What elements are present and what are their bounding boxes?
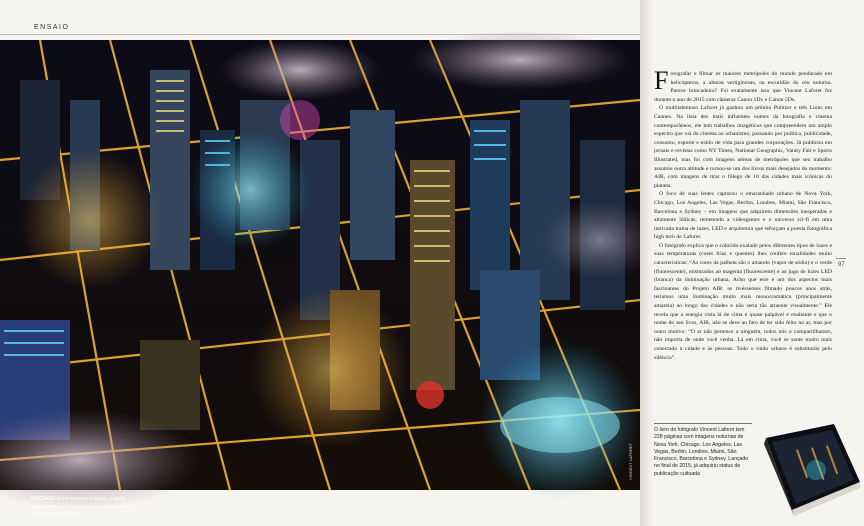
book-caption — [654, 423, 752, 478]
caption-text: Entre nuvens e luzes, o perfil arquitetônico da cidade parece saído de um filme interplanetário — [30, 496, 134, 517]
book-caption-text: O livro do fotógrafo Vincent Laforet tem 228 páginas com imagens noturnas de Nova York, Chicago, Los Angeles, Las Vegas, Berlim, Londres, Miami, São Francisco, Barcelona e Sydney. Lançado no final de 2015, já adquiriu status de publicação cultuada — [654, 427, 749, 477]
photo-caption — [30, 496, 138, 519]
article-body — [654, 66, 832, 362]
aerial-city-night-photo — [0, 40, 640, 517]
air-book-icon — [756, 420, 862, 518]
section-label: ENSAIO — [34, 24, 70, 31]
city-lights-illustration — [0, 40, 640, 490]
article-paragraph-1: Fotografar e filmar as maiores metrópoles do mundo pendurado em helicópteros, a alturas vertiginosas, na escuridão do céu noturno. Parece brincadeira? Foi exatamente isso que Vincent Laforet fez durante o ano de 2015 com câmeras Canon 1Dx e Canon 5Ds. — [654, 66, 832, 103]
book-caption-rule — [654, 423, 752, 424]
page-gutter — [640, 0, 654, 526]
page-number: 97 — [838, 262, 845, 268]
article-paragraph-3: O foco de suas lentes capturou o emaranhado urbano de Nova York, Chicago, Los Angeles, Las Vegas, Berlim, Londres, Miami, São Francisco, Barcelona e Sydney – em imagens que adquirem dimensões inesperadas e altamente lúdicas, remetendo a videogames e o universo sci-fi em uma intricada trama de luzes, LED e arquitetura que reforçam a poesia fotográfica high tech de Laforet. — [654, 191, 832, 241]
caption-title: CHICAGO — [30, 496, 56, 502]
book-illustration — [756, 420, 862, 518]
article-paragraph-4: O fotógrafo explica que o colorido exalado pelos diferentes tipos de luzes e suas temperaturas (cores frias e quentes) lhes confere tonalidades muito características: “As cores da palheta são o amarelo (vapor de sódio) e o verde (fluorescente), misturados ao magenta (fluorescente) e ao jogo de luzes LED (branca) da iluminação urbana. Acho que este é um dos aspectos mais fascinantes do Projeto AIR: se tivéssemos filmado poucos anos atrás, teríamos uma iluminação muito mais monocromática (principalmente amarela) ao longo das cidades e não seria tão atraente visualmente.” Ele revela que a energia vista lá de cima é quase palpável e exaltante e que o nome do seu livro, AIR, não se deve ao fato de ter sido feito no ar, mas por outro motivo: “O ar não pertence a ninguém, todos nós o compartilhamos, não importa de onde você venha. Lá em cima, você se sente muito mais conectado à cidade e às pessoas. Todo o ruído urbano é substituído pelo silêncio”. — [654, 242, 832, 361]
page-number-rule — [836, 258, 846, 259]
photo-credit: VINCENT LAFORET — [628, 442, 633, 480]
article-paragraph-2: O multitalentoso Laforet já ganhou um prêmio Pulitzer e três Lions em Cannes. Na lista dos mais influentes nomes da fotografia e cinema contemporâneos, ele tem trabalhos imagéticos que compreendem um amplo espectro que vai do cinema ao urbanismo, passando por política, publicidade, consumo, esporte e estilo de vida para grandes corporações. Já publicou em jornais e revistas como NY Times, National Geographic, Vanity Fair e Sports Illustrated, mas foi com imagens aéreas de metrópoles que seu trabalho assumiu outra altitude e tornou-se um dos livros mais desejados do momento: AIR, com imagens de tirar o fôlego de 10 das cidades mais icônicas do planeta. — [654, 105, 832, 189]
drop-cap: F — [654, 66, 669, 95]
